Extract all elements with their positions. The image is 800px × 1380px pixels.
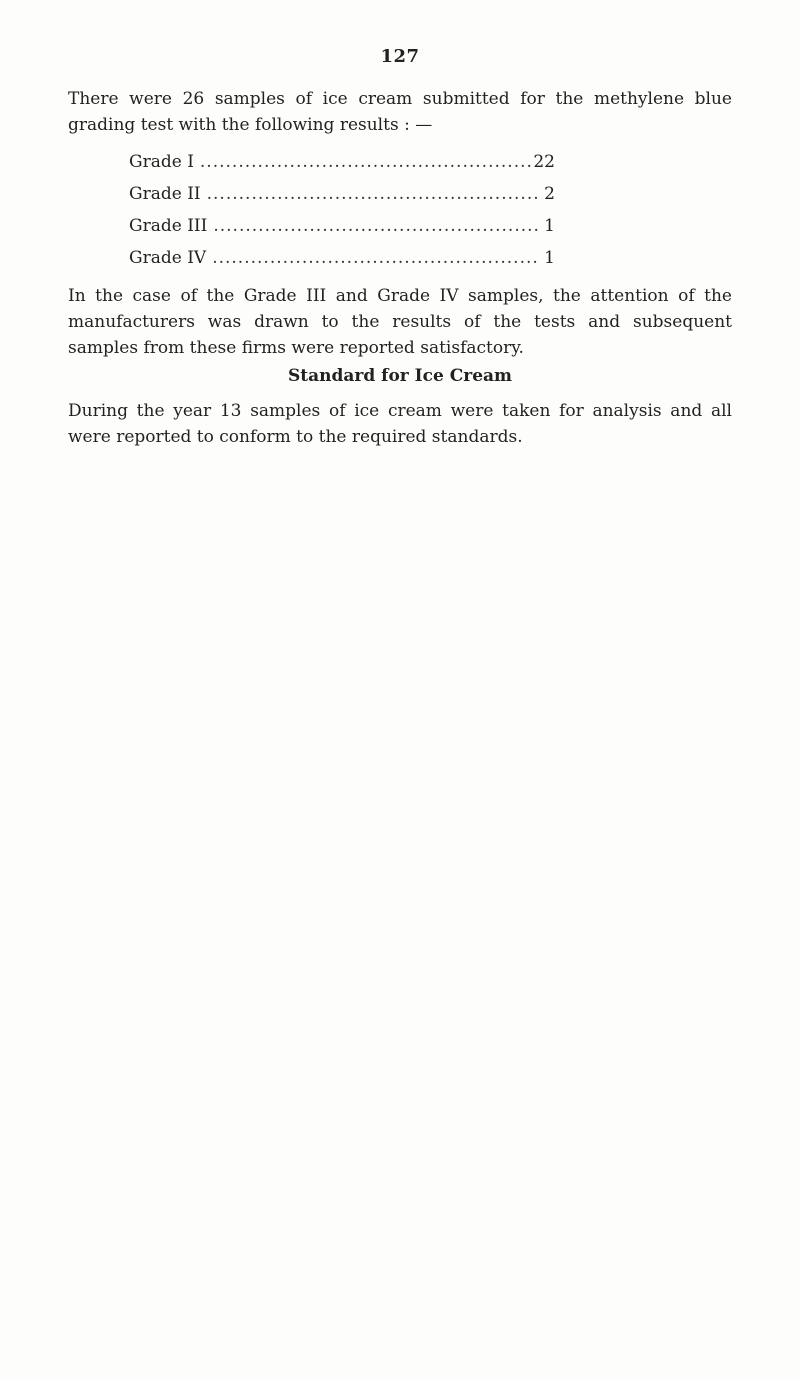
- intro-paragraph: There were 26 samples of ice cream submitted for the methylene blue grading test with the following results : —: [68, 89, 732, 135]
- grade-followup-paragraph: In the case of the Grade III and Grade IV samples, the attention of the manufacturers was drawn to the results of the tests and subsequent samples from these firms were reported satisfactory.: [68, 286, 732, 358]
- grade-results-list: [129, 146, 555, 274]
- grade-count: 1: [544, 248, 555, 268]
- dot-leader: [213, 210, 538, 242]
- dot-leader: [212, 242, 538, 274]
- grade-count: 2: [544, 184, 555, 204]
- grade-label: Grade I: [129, 152, 194, 172]
- list-item: [129, 210, 555, 242]
- dot-leader: [207, 178, 539, 210]
- list-item: [129, 178, 555, 210]
- dot-leader: [200, 146, 533, 178]
- grade-count: 1: [544, 216, 555, 236]
- page-number: 127: [380, 46, 420, 67]
- list-item: [129, 146, 555, 178]
- grade-label: Grade III: [129, 216, 208, 236]
- grade-label: Grade II: [129, 184, 201, 204]
- grade-label: Grade IV: [129, 248, 207, 268]
- section-heading: Standard for Ice Cream: [287, 366, 513, 386]
- grade-count: 22: [533, 152, 555, 172]
- section-paragraph: During the year 13 samples of ice cream were taken for analysis and all were reported to conform to the required standards.: [68, 401, 732, 447]
- list-item: [129, 242, 555, 274]
